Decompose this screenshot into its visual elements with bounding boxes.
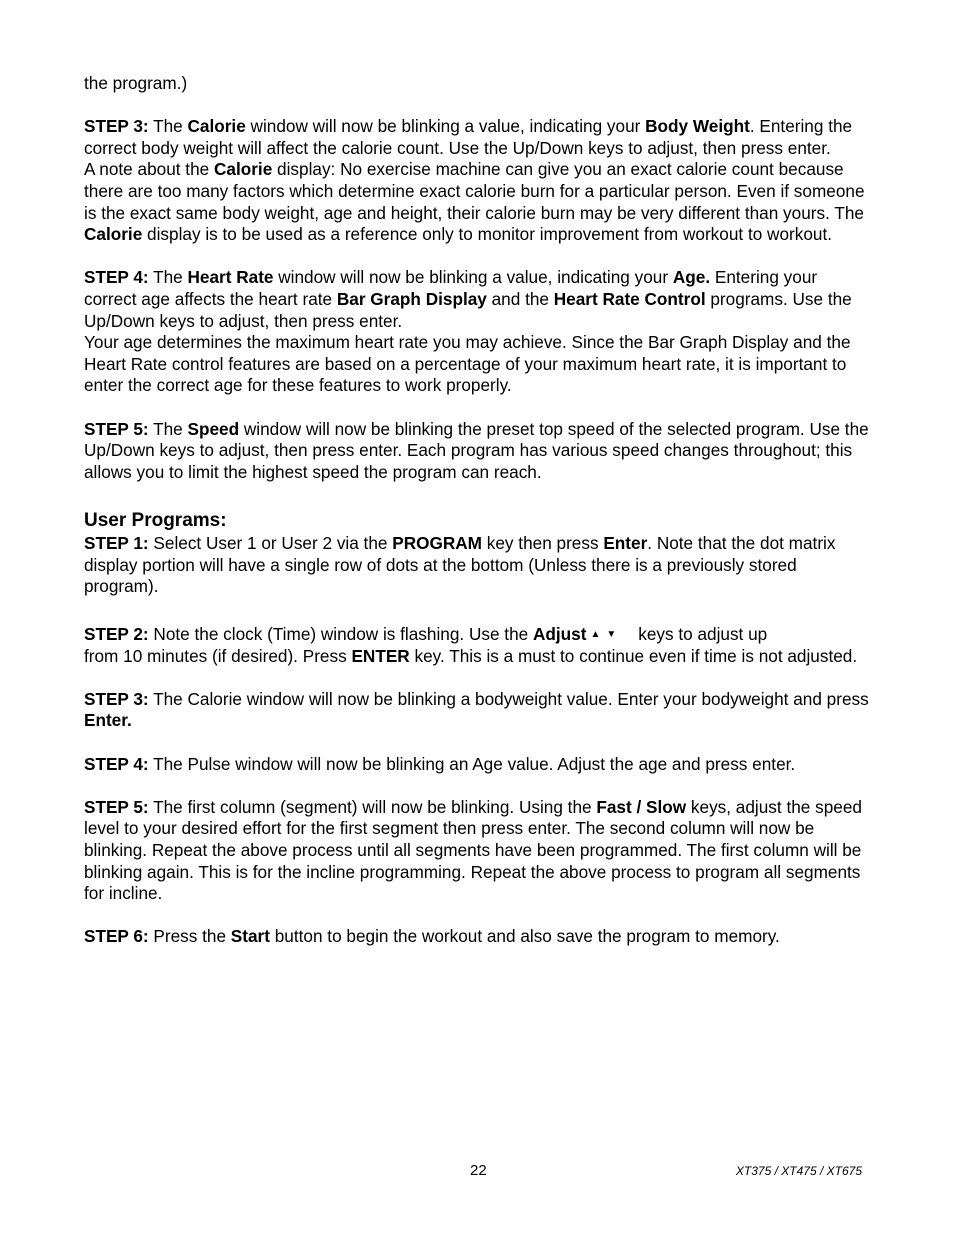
step-3-calorie: STEP 3: The Calorie window will now be blinking a value, indicating your Body Weight. Entering the correct body weight will affect the calorie count. Use the Up/Down keys to adjust, then press enter. — [84, 116, 853, 158]
model-numbers: XT375 / XT475 / XT675 — [735, 1164, 862, 1178]
up-down-arrows-icon: ▲▼ — [590, 629, 623, 641]
step-5-speed: STEP 5: The Speed window will now be blinking the preset top speed of the selected program. Use the Up/Down keys to adjust, then press enter. Each program has various speed changes throughout; this allows you to limit the highest speed the program can reach. — [84, 418, 869, 482]
page-number: 22 — [470, 1162, 487, 1179]
user-step-5: STEP 5: The first column (segment) will now be blinking. Using the Fast / Slow keys, adjust the speed level to your desired effort for the first segment then press enter. The second column will now be blinking. Repeat the above process until all segments have been programmed. The first column will be blinking again. This is for the incline programming. Repeat the above process to program all segments for incline. — [84, 796, 862, 904]
manual-page-body — [84, 73, 869, 948]
user-step-2: STEP 2: Note the clock (Time) window is flashing. Use the Adjust ▲▼ keys to adjust up — [84, 624, 768, 645]
user-step-3: STEP 3: The Calorie window will now be blinking a bodyweight value. Enter your bodyweight and press Enter. — [84, 688, 869, 731]
age-note: Your age determines the maximum heart rate you may achieve. Since the Bar Graph Display and the Heart Rate control features are based on a percentage of your maximum heart rate, it is important to enter the correct age for these features to work properly. — [84, 332, 851, 396]
user-programs-heading: User Programs: — [84, 510, 227, 532]
user-step-6: STEP 6: Press the Start button to begin the workout and also save the program to memory. — [84, 926, 780, 947]
continued-text: the program.) — [84, 73, 188, 93]
user-step-1: STEP 1: Select User 1 or User 2 via the PROGRAM key then press Enter. Note that the dot matrix display portion will have a single row of dots at the bottom (Unless there is a previously stored program). — [84, 533, 836, 597]
user-step-2-continued: from 10 minutes (if desired). Press ENTER key. This is a must to continue even if time is not adjusted. — [84, 645, 858, 666]
user-step-4: STEP 4: The Pulse window will now be blinking an Age value. Adjust the age and press enter. — [84, 753, 796, 774]
step-4-heart-rate: STEP 4: The Heart Rate window will now be blinking a value, indicating your Age. Entering your correct age affects the heart rate Bar Graph Display and the Heart Rate Control programs. Use the Up/Down keys to adjust, then press enter. — [84, 267, 852, 331]
calorie-note: A note about the Calorie display: No exercise machine can give you an exact calorie count because there are too many factors which determine exact calorie burn for a particular person. Even if someone is the exact same body weight, age and height, their calorie burn may be very different than yours. The Calorie display is to be used as a reference only to monitor improvement from workout to workout. — [84, 159, 865, 245]
